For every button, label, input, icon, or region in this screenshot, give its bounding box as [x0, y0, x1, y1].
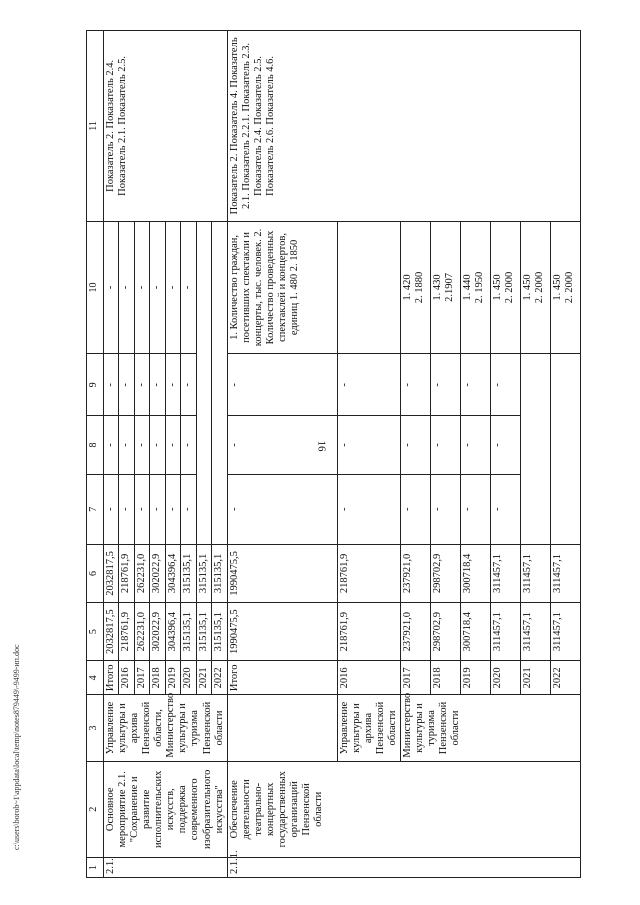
amount-cell: 315135,1 [181, 603, 196, 661]
indicator-values: 1. 450 2. 2000 [490, 221, 520, 353]
table-row [227, 31, 337, 878]
indicator-values: 1. 420 2. 1880 [400, 221, 430, 353]
amount-cell: 311457,1 [490, 603, 520, 661]
dash-cell: - [150, 416, 165, 474]
amount-cell: 237921,0 [400, 603, 430, 661]
amount-cell: 311457,1 [520, 603, 550, 661]
dash-cell: - [337, 474, 400, 544]
dash-cell: - [227, 474, 337, 544]
amount-cell: 262231,0 [134, 603, 149, 661]
amount-cell: 315135,1 [212, 603, 227, 661]
amount-cell: 1990475,5 [227, 544, 337, 602]
dash-cell: - [134, 474, 149, 544]
year-cell: 2021 [520, 661, 550, 695]
col-header: 4 [87, 661, 104, 695]
indicator-values: 1. Количество граждан, посетивших спектакли и концерты, тыс. человек. 2. Количество проведенных спектаклей и концертов, единиц 1. 480 2. 1850 [227, 221, 337, 353]
empty-cell [520, 354, 550, 545]
col-header: 3 [87, 695, 104, 761]
dash-cell: - [119, 221, 134, 353]
dash-cell: - [165, 416, 180, 474]
col-header: 2 [87, 761, 104, 857]
dash-cell: - [430, 416, 460, 474]
dash-cell: - [119, 416, 134, 474]
col-header: 10 [87, 221, 104, 353]
year-cell: Итого [227, 661, 337, 695]
indicator-values [337, 221, 400, 353]
year-cell: 2018 [430, 661, 460, 695]
indicator-values: 1. 450 2. 2000 [520, 221, 550, 353]
amount-cell: 302022,9 [150, 544, 165, 602]
amount-cell: 311457,1 [520, 544, 550, 602]
dash-cell: - [119, 354, 134, 416]
amount-cell: 315135,1 [196, 603, 211, 661]
col-header: 8 [87, 416, 104, 474]
year-cell: 2017 [134, 661, 149, 695]
col-header: 6 [87, 544, 104, 602]
year-cell: 2019 [165, 661, 180, 695]
dash-cell: - [181, 354, 196, 416]
amount-cell: 315135,1 [181, 544, 196, 602]
dash-cell: - [134, 221, 149, 353]
amount-cell: 311457,1 [550, 544, 580, 602]
dash-cell: - [165, 474, 180, 544]
row-number: 2.1. [104, 857, 228, 877]
table-row [104, 31, 119, 878]
activities-table [86, 30, 581, 878]
dash-cell: - [400, 474, 430, 544]
header-row [87, 31, 104, 878]
year-cell: 2022 [550, 661, 580, 695]
col-header: 11 [87, 31, 104, 222]
amount-cell: 237921,0 [400, 544, 430, 602]
dash-cell: - [490, 416, 520, 474]
dash-cell: - [104, 221, 119, 353]
activity-name: Основное мероприятие 2.1. "Сохранение и развитие исполнительских искусств, поддержка современного изобразительного искусства" [104, 761, 228, 857]
page-number: 16 [315, 440, 328, 452]
dash-cell: - [490, 474, 520, 544]
dash-cell: - [150, 354, 165, 416]
dash-cell: - [181, 416, 196, 474]
year-cell: Итого [104, 661, 119, 695]
indicator-values: 1. 450 2. 2000 [550, 221, 580, 353]
executor [227, 695, 337, 761]
dash-cell: - [104, 474, 119, 544]
amount-cell: 304396,4 [165, 544, 180, 602]
amount-cell: 218761,9 [337, 603, 400, 661]
dash-cell: - [119, 474, 134, 544]
amount-cell: 218761,9 [119, 544, 134, 602]
year-cell: 2019 [460, 661, 490, 695]
amount-cell: 311457,1 [550, 603, 580, 661]
indicators: Показатель 2. Показатель 4. Показатель 2.1. Показатель 2.2.1. Показатель 2.3. Показатель 2.4. Показатель 2.5. Показатель 2.6. Показатель 4.6. [227, 31, 580, 222]
indicator-values: 1. 440 2. 1950 [460, 221, 490, 353]
col-header: 1 [87, 857, 104, 877]
dash-cell: - [460, 474, 490, 544]
amount-cell: 315135,1 [196, 544, 211, 602]
activity-name: Обеспечение деятельности театрально-концертных государственных организаций Пензенской области [227, 761, 580, 857]
dash-cell: - [400, 416, 430, 474]
dash-cell: - [150, 474, 165, 544]
amount-cell: 298702,9 [430, 603, 460, 661]
amount-cell: 300718,4 [460, 603, 490, 661]
indicator-values: 1. 430 2.1907 [430, 221, 460, 353]
amount-cell: 315135,1 [212, 544, 227, 602]
amount-cell: 2032817,5 [104, 603, 119, 661]
year-cell: 2018 [150, 661, 165, 695]
empty-cell [196, 221, 211, 544]
amount-cell: 300718,4 [460, 544, 490, 602]
dash-cell: - [165, 354, 180, 416]
dash-cell: - [134, 354, 149, 416]
year-cell: 2022 [212, 661, 227, 695]
col-header: 5 [87, 603, 104, 661]
dash-cell: - [460, 416, 490, 474]
dash-cell: - [337, 416, 400, 474]
amount-cell: 218761,9 [119, 603, 134, 661]
amount-cell: 311457,1 [490, 544, 520, 602]
dash-cell: - [227, 416, 337, 474]
dash-cell: - [400, 354, 430, 416]
col-header: 9 [87, 354, 104, 416]
dash-cell: - [181, 474, 196, 544]
year-cell: 2016 [337, 661, 400, 695]
amount-cell: 298702,9 [430, 544, 460, 602]
year-cell: 2021 [196, 661, 211, 695]
dash-cell: - [134, 416, 149, 474]
dash-cell: - [490, 354, 520, 416]
executor: Управление культуры и архива Пензенской области, Министерство культуры и туризма Пензенской области [104, 695, 228, 761]
year-cell: 2020 [181, 661, 196, 695]
dash-cell: - [460, 354, 490, 416]
empty-cell [550, 354, 580, 545]
amount-cell: 304396,4 [165, 603, 180, 661]
dash-cell: - [150, 221, 165, 353]
amount-cell: 2032817,5 [104, 544, 119, 602]
dash-cell: - [181, 221, 196, 353]
amount-cell: 1990475,5 [227, 603, 337, 661]
program-table [86, 30, 575, 878]
indicators: Показатель 2. Показатель 2.4. Показатель 2.1. Показатель 2.5. [104, 31, 228, 222]
dash-cell: - [165, 221, 180, 353]
amount-cell: 302022,9 [150, 603, 165, 661]
executor: Управление культуры и архива Пензенской области [337, 695, 400, 761]
dash-cell: - [430, 474, 460, 544]
amount-cell: 218761,9 [337, 544, 400, 602]
year-cell: 2017 [400, 661, 430, 695]
dash-cell: - [430, 354, 460, 416]
row-number: 2.1.1. [227, 857, 580, 877]
dash-cell: - [227, 354, 337, 416]
file-path: c:\users\borob~1\appdata\local\temp\notes879449\-9499-ип.doc [12, 644, 21, 850]
empty-cell [212, 221, 227, 544]
dash-cell: - [104, 354, 119, 416]
executor: Министерство культуры и туризма Пензенской области [400, 695, 580, 761]
year-cell: 2020 [490, 661, 520, 695]
year-cell: 2016 [119, 661, 134, 695]
dash-cell: - [337, 354, 400, 416]
amount-cell: 262231,0 [134, 544, 149, 602]
dash-cell: - [104, 416, 119, 474]
col-header: 7 [87, 474, 104, 544]
